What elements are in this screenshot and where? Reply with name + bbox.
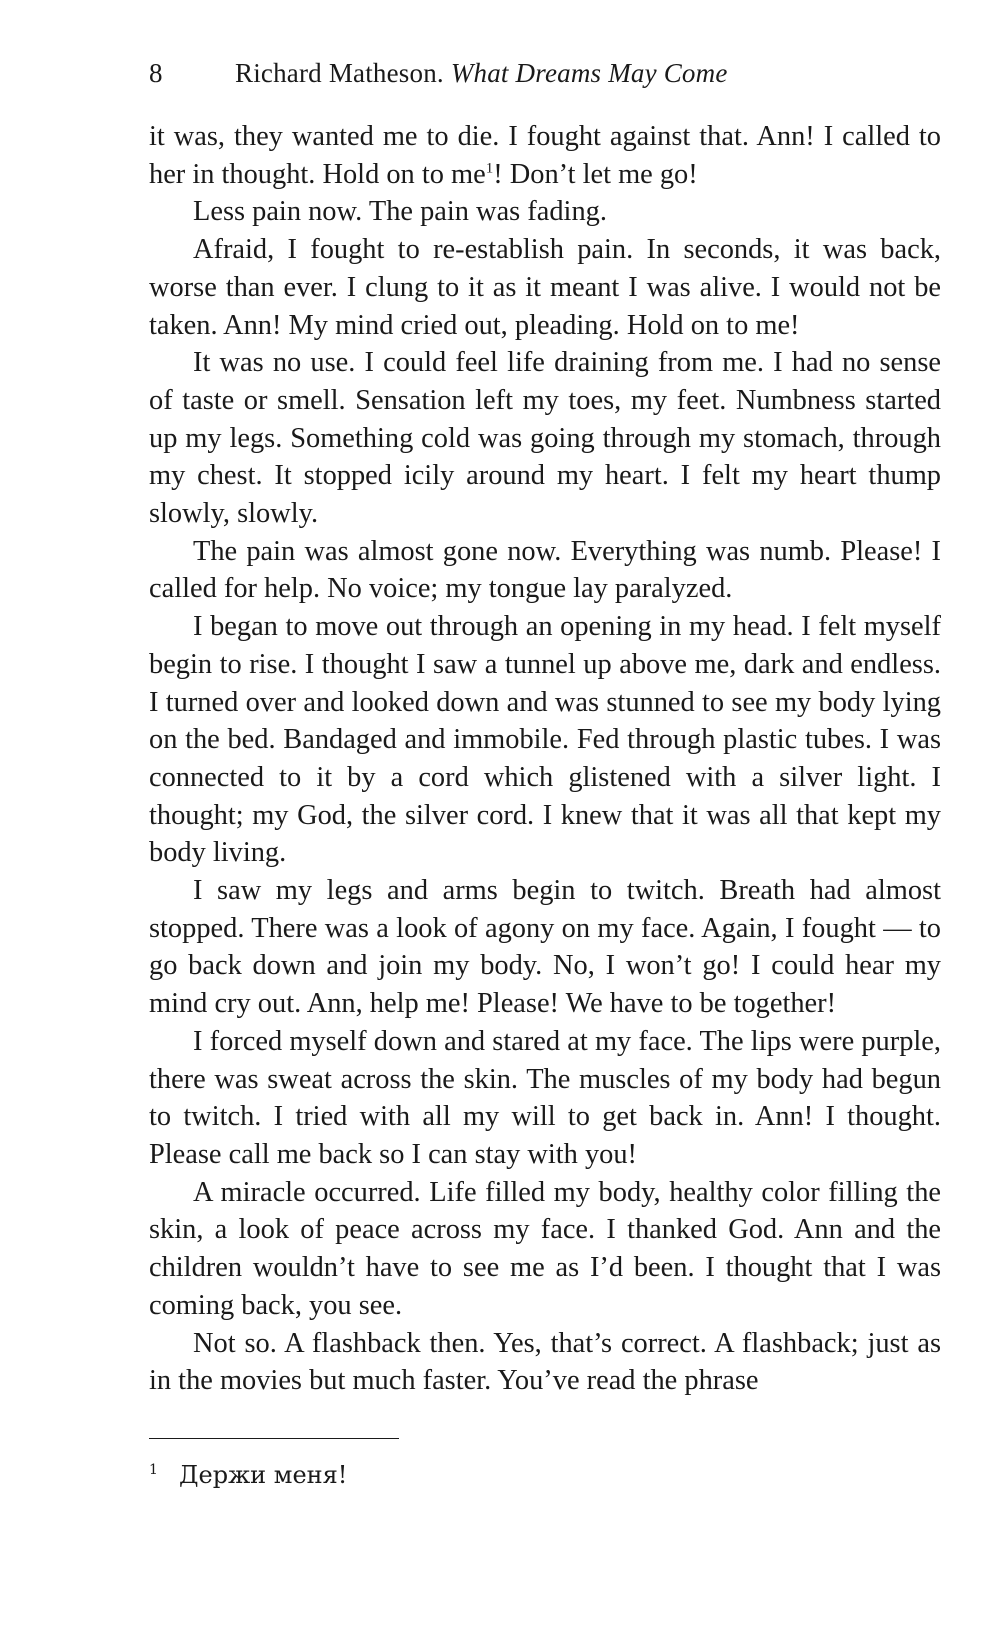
paragraph-text: it was, they wanted me to die. I fought against that. Ann! I called to her in thought. Hold on to me (149, 121, 941, 190)
footnote-divider (149, 1438, 399, 1439)
paragraph: The pain was almost gone now. Everything was numb. Please! I called for help. No voice; my tongue lay paralyzed. (149, 535, 941, 605)
page-number: 8 (149, 58, 163, 88)
book-title: What Dreams May Come (450, 58, 728, 88)
running-head (149, 56, 728, 90)
body-text (149, 118, 941, 1400)
footnote-reference: 1 (485, 160, 494, 177)
paragraph: I saw my legs and arms begin to twitch. Breath had almost stopped. There was a look of agony on my face. Again, I fought — to go back down and join my body. No, I won’t go! I could hear my mind cry out. Ann, help me! Please! We have to be together! (149, 875, 941, 1020)
paragraph: It was no use. I could feel life draining from me. I had no sense of taste or smell. Sensation left my toes, my feet. Numbness started up my legs. Something cold was going through my stomach, through my chest. It stopped icily around my heart. I felt my heart thump slowly, slowly. (149, 347, 941, 530)
footnote-number: 1 (149, 1462, 158, 1478)
paragraph-text: ! Don’t let me go! (493, 158, 698, 190)
paragraph: A miracle occurred. Life filled my body, healthy color filling the skin, a look of peace across my face. I thanked God. Ann and the children wouldn’t have to see me as I’d been. I thought that I was coming back, you see. (149, 1176, 941, 1321)
paragraph: Afraid, I fought to re-establish pain. In seconds, it was back, worse than ever. I clung to it as it meant I was alive. I would not be taken. Ann! My mind cried out, pleading. Hold on to me! (149, 234, 941, 341)
author-name: Richard Matheson. (235, 58, 444, 88)
paragraph: I began to move out through an opening in my head. I felt myself begin to rise. I thought I saw a tunnel up above me, dark and endless. I turned over and looked down and was stunned to see my body lying on the bed. Bandaged and immobile. Fed through plastic tubes. I was connected to it by a cord which glistened with a silver light. I thought; my God, the silver cord. I knew that it was all that kept my body living. (149, 611, 941, 869)
paragraph: I forced myself down and stared at my face. The lips were purple, there was sweat across the skin. The muscles of my body had begun to twitch. I tried with all my will to get back in. Ann! I thought. Please call me back so I can stay with you! (149, 1025, 941, 1170)
paragraph (149, 118, 941, 193)
paragraph: Less pain now. The pain was fading. (193, 196, 607, 228)
footnote (149, 1460, 347, 1490)
footnote-text: Держи меня! (179, 1461, 348, 1489)
paragraph: Not so. A flashback then. Yes, that’s correct. A flashback; just as in the movies but much faster. You’ve read the phrase (149, 1327, 941, 1397)
